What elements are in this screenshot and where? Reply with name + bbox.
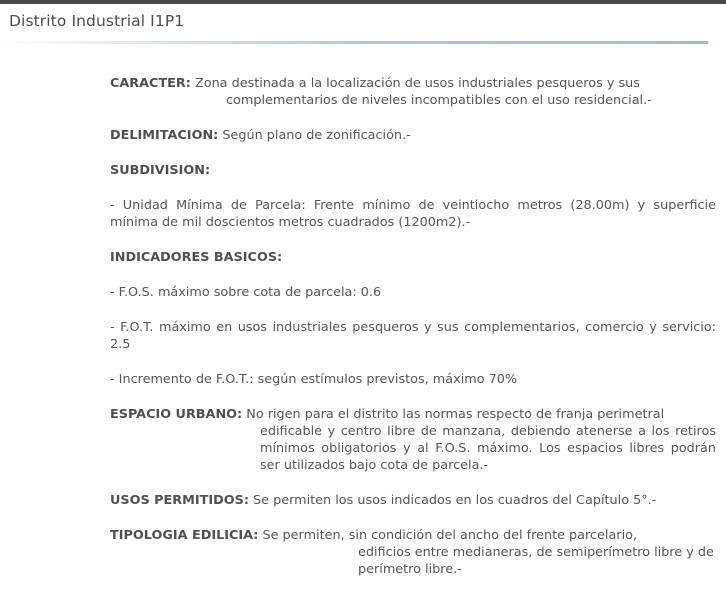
- tipologia-text-line1: Se permiten, sin condición del ancho del frente parcelario,: [262, 528, 638, 543]
- usos-permitidos-label: USOS PERMITIDOS:: [110, 493, 249, 508]
- espacio-urbano-text-rest: edificable y centro libre de manzana, debiendo atenerse a los retiros mínimos obligatorios y al F.O.S. máximo. Los espacios libres podrán ser utilizados bajo cota de parcela.-: [260, 424, 716, 473]
- section-espacio-urbano: [110, 406, 716, 474]
- indicador-fot: - F.O.T. máximo en usos industriales pesqueros y sus complementarios, comercio y servicio: 2.5: [110, 320, 716, 352]
- indicador-incremento: - Incremento de F.O.T.: según estímulos previstos, máximo 70%: [110, 372, 518, 387]
- indicador-fos: - F.O.S. máximo sobre cota de parcela: 0.6: [110, 285, 382, 300]
- caracter-text-line2: complementarios de niveles incompatibles con el uso residencial.-: [226, 93, 652, 108]
- tipologia-text-rest: edificios entre medianeras, de semiperímetro libre y de perímetro libre.-: [358, 545, 714, 577]
- section-delimitacion: [110, 127, 716, 144]
- document-body: [110, 75, 716, 596]
- title-divider: [0, 41, 708, 44]
- section-usos-permitidos: [110, 492, 716, 509]
- espacio-urbano-text-line1: No rigen para el distrito las normas respecto de franja perimetral: [246, 407, 665, 422]
- tipologia-label: TIPOLOGIA EDILICIA:: [110, 528, 259, 543]
- subdivision-heading: SUBDIVISION:: [110, 163, 211, 178]
- page-title: Distrito Industrial I1P1: [9, 12, 185, 30]
- caracter-label: CARACTER:: [110, 76, 191, 91]
- delimitacion-label: DELIMITACION:: [110, 128, 219, 143]
- section-tipologia: [110, 527, 716, 578]
- indicadores-heading: INDICADORES BASICOS:: [110, 250, 283, 265]
- top-border: [0, 0, 726, 4]
- section-caracter: [110, 75, 716, 109]
- usos-permitidos-text: Se permiten los usos indicados en los cuadros del Capítulo 5°.-: [253, 493, 657, 508]
- espacio-urbano-label: ESPACIO URBANO:: [110, 407, 243, 422]
- delimitacion-text: Según plano de zonificación.-: [222, 128, 411, 143]
- caracter-text-line1: Zona destinada a la localización de usos industriales pesqueros y sus: [194, 76, 640, 91]
- subdivision-text: - Unidad Mínima de Parcela: Frente mínimo de veintiocho metros (28.00m) y superficie mínima de mil doscientos metros cuadrados (1200m2).-: [110, 198, 716, 230]
